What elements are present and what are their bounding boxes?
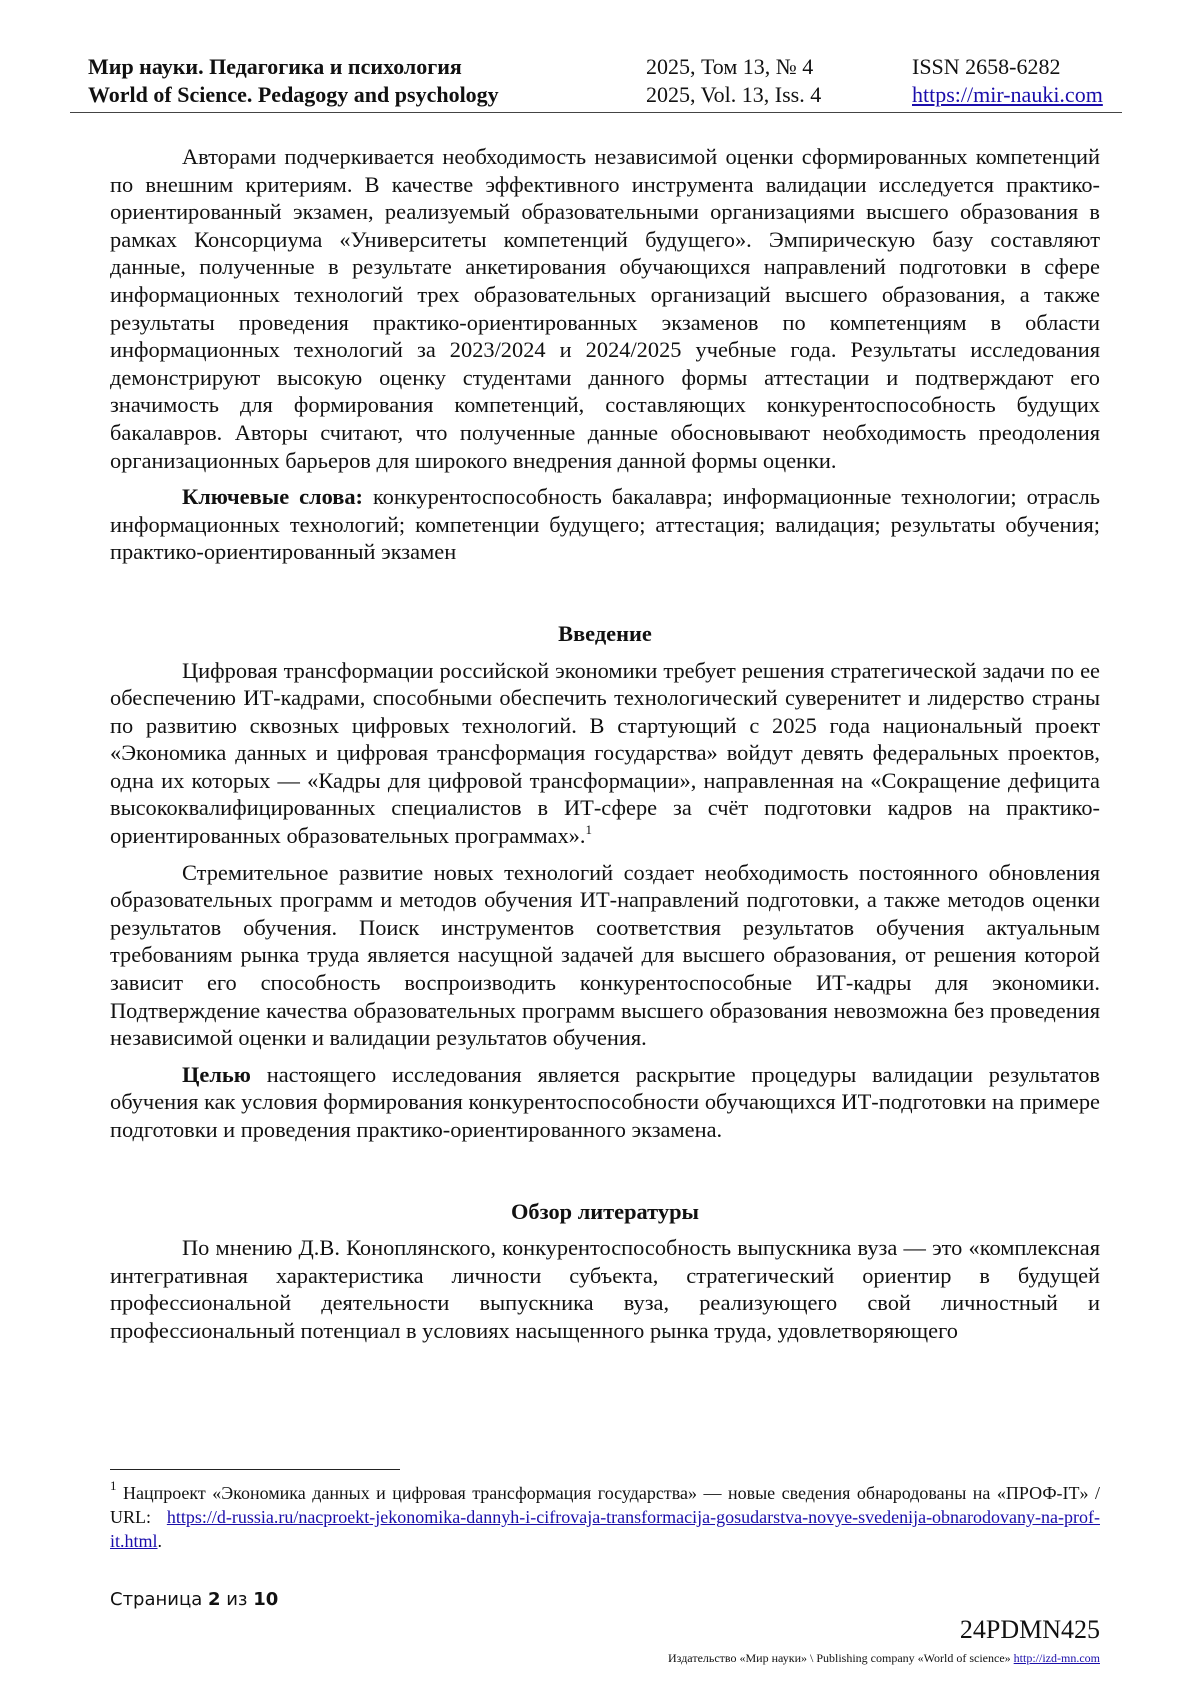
- footnote: [110, 1478, 1100, 1553]
- journal-title-en: World of Science. Pedagogy and psychology: [88, 82, 499, 107]
- intro-paragraph-2: Стремительное развитие новых технологий создает необходимость постоянного обновления образовательных программ и методов обучения ИТ-направлений подготовки, а также методов оценки результатов обучения. Поиск инструментов соответствия результатов обучения актуальным требованиям рынка труда является насущной задачей для высшего образования, от решения которой зависит его способность воспроизводить конкурентоспособные ИТ-кадры для экономики. Подтверждение качества образовательных программ высшего образования невозможна без проведения независимой оценки и валидации результатов обучения.: [110, 859, 1100, 1051]
- footnote-divider: [110, 1469, 400, 1470]
- keywords-paragraph: [110, 483, 1100, 566]
- article-body: [110, 143, 1100, 1345]
- keywords-text: конкурентоспособность бакалавра; информационные технологии; отрасль информационных технологий; компетенции будущего; аттестация; валидация; результаты обучения; практико-ориентированный экзамен: [110, 484, 1100, 565]
- publisher-text: Издательство «Мир науки» \ Publishing company «World of science»: [668, 1651, 1014, 1665]
- header-row-ru: [70, 53, 1122, 81]
- header-divider: [70, 112, 1122, 113]
- header-row-en: [70, 81, 1122, 109]
- intro-paragraph-1: [110, 657, 1100, 850]
- publisher-line: [668, 1650, 1100, 1666]
- intro-paragraph-3-text: настоящего исследования является раскрытие процедуры валидации результатов обучения как условия формирования конкурентоспособности обучающихся ИТ-подготовки на примере подготовки и проведения практико-ориентированного экзамена.: [110, 1061, 1100, 1142]
- journal-site-link[interactable]: https://mir-nauki.com: [912, 82, 1103, 107]
- footnote-number: 1: [110, 1478, 117, 1493]
- page-total: 10: [253, 1589, 279, 1610]
- footnote-ref[interactable]: 1: [585, 822, 592, 838]
- intro-paragraph-3: [110, 1061, 1100, 1144]
- volume-ru: 2025, Том 13, № 4: [646, 54, 814, 79]
- article-code: 24PDMN425: [959, 1615, 1100, 1644]
- issn: ISSN 2658-6282: [912, 54, 1061, 79]
- publisher-link[interactable]: http://izd-mn.com: [1013, 1651, 1100, 1665]
- page-middle: из: [220, 1589, 254, 1610]
- abstract-paragraph: Авторами подчеркивается необходимость независимой оценки сформированных компетенций по внешним критериям. В качестве эффективного инструмента валидации исследуется практико-ориентированный экзамен, реализуемый образовательными организациями высшего образования в рамках Консорциума «Университеты компетенций будущего». Эмпирическую базу составляют данные, полученные в результате анкетирования обучающихся направлений подготовки в сфере информационных технологий трех образовательных организаций высшего образования, а также результаты проведения практико-ориентированных экзаменов по компетенциям в области информационных технологий за 2023/2024 и 2024/2025 учебные года. Результаты исследования демонстрируют высокую оценку студентами данного формы аттестации и подтверждают его значимость для формирования компетенций, составляющих конкурентоспособность будущих бакалавров. Авторы считают, что полученные данные обосновывают необходимость преодоления организационных барьеров для широкого внедрения данной формы оценки.: [110, 144, 1100, 473]
- journal-header: [70, 50, 1122, 110]
- page-counter: [110, 1588, 278, 1612]
- footnote-link[interactable]: https://d-russia.ru/nacproekt-jekonomika-dannyh-i-cifrovaja-transformacija-gosudarstva-novye-svedenija-obnarodovany-na-prof-it.html: [110, 1507, 1100, 1551]
- section-heading-intro: Введение: [558, 620, 652, 646]
- footnote-tail: .: [157, 1531, 163, 1551]
- review-paragraph-1: По мнению Д.В. Коноплянского, конкурентоспособность выпускника вуза — это «комплексная интегративная характеристика личности субъекта, стратегический ориентир в будущей профессиональной деятельности выпускника вуза, реализующего свой личностный и профессиональный потенциал в условиях насыщенного рынка труда, удовлетворяющего: [110, 1235, 1100, 1343]
- page-current: 2: [207, 1589, 221, 1610]
- page-prefix: Страница: [110, 1589, 208, 1610]
- intro-paragraph-1-text: Цифровая трансформации российской экономики требует решения стратегической задачи по ее обеспечению ИТ-кадрами, способными обеспечить технологический суверенитет и лидерство страны по развитию сквозных цифровых технологий. В стартующий с 2025 года национальный проект «Экономика данных и цифровая трансформация государства» войдут девять федеральных проектов, одна их которых — «Кадры для цифровой трансформации», направленная на «Сокращение дефицита высококвалифицированных специалистов в ИТ-сфере за счёт подготовки кадров на практико-ориентированных образовательных программах».: [110, 657, 1100, 849]
- journal-title-ru: Мир науки. Педагогика и психология: [88, 54, 462, 79]
- footnote-text: Нацпроект «Экономика данных и цифровая трансформация государства» — новые сведения обнародованы на «ПРОФ-IT» / URL:: [110, 1483, 1100, 1527]
- section-heading-review: Обзор литературы: [510, 1198, 700, 1224]
- keywords-label: Ключевые слова:: [182, 484, 363, 510]
- goal-label: Целью: [182, 1061, 251, 1087]
- volume-en: 2025, Vol. 13, Iss. 4: [646, 82, 822, 107]
